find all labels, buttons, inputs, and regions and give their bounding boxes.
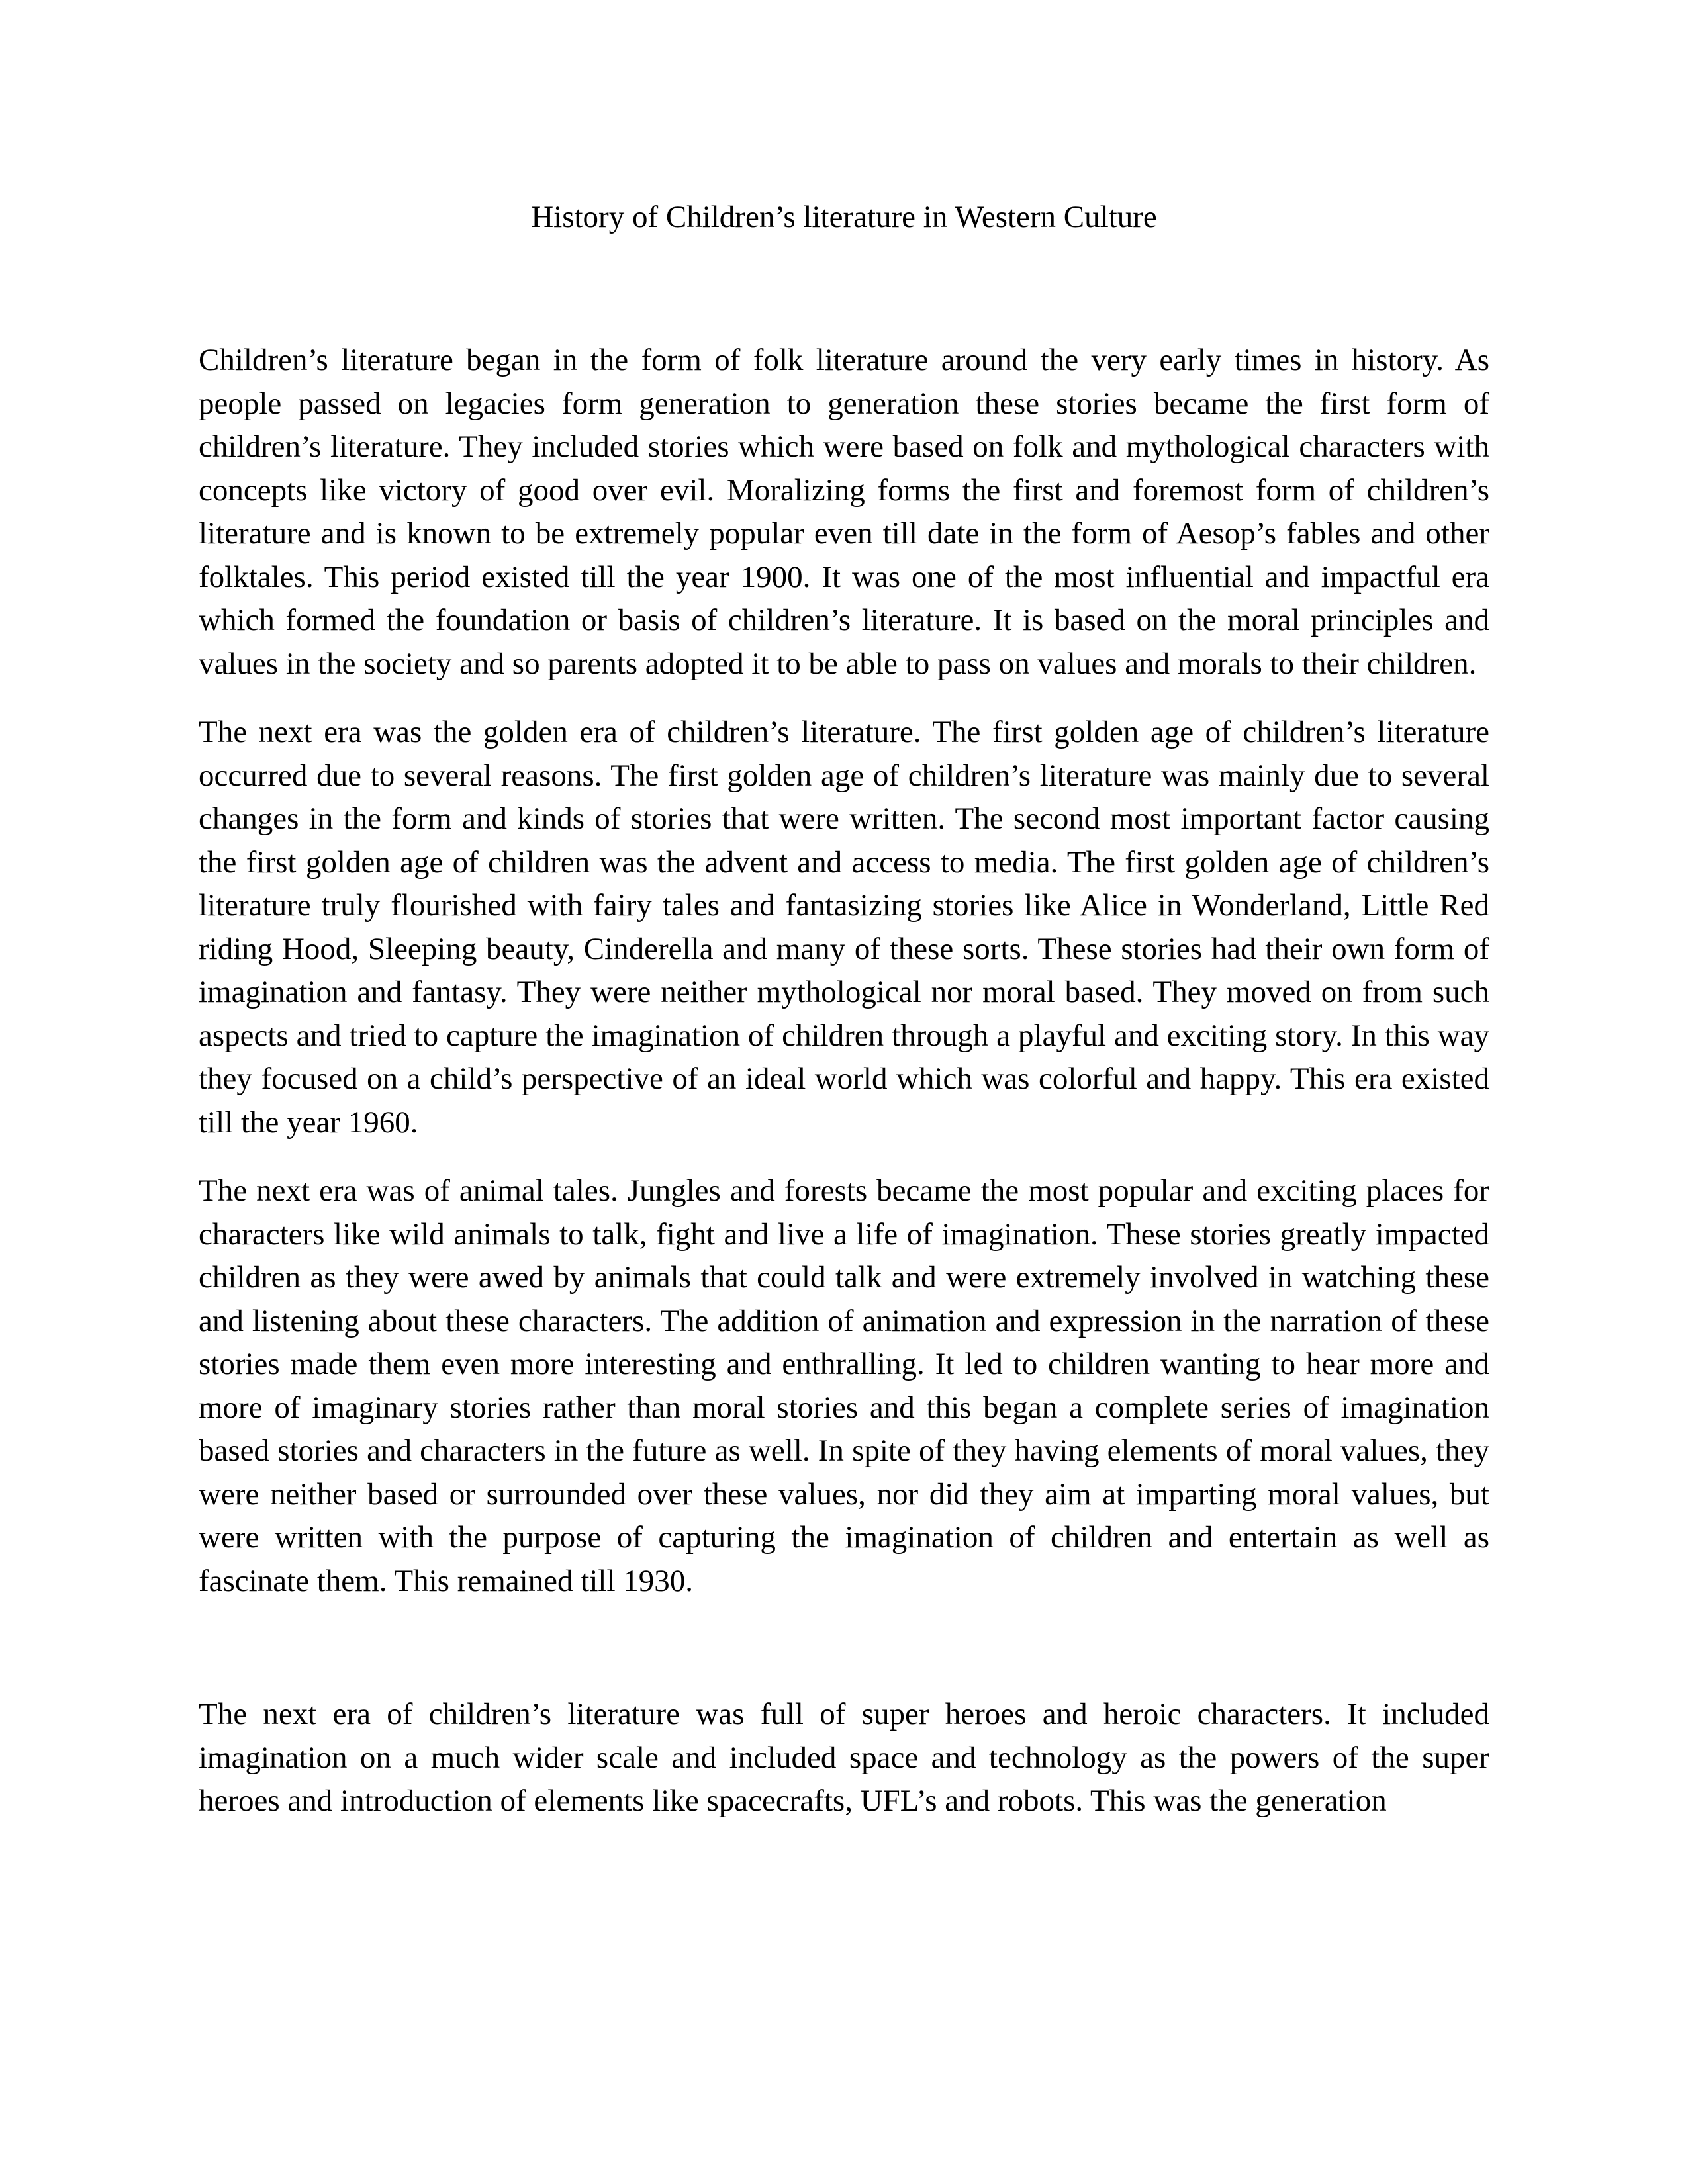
document-body: [199, 339, 1489, 1848]
paragraph-super-heroes: The next era of children’s literature was full of super heroes and heroic characters. It included imagination on a much wider scale and included space and technology as the powers of the super heroes and introduction of elements like spacecrafts, UFL’s and robots. This was the generation: [199, 1697, 1489, 1818]
paragraph-golden-era: The next era was the golden era of children’s literature. The first golden age of children’s literature occurred due to several reasons. The first golden age of children’s literature was mainly due to several changes in the form and kinds of stories that were written. The second most important factor causing the first golden age of children was the advent and access to media. The first golden age of children’s literature truly flourished with fairy tales and fantasizing stories like Alice in Wonderland, Little Red riding Hood, Sleeping beauty, Cinderella and many of these sorts. These stories had their own form of imagination and fantasy. They were neither mythological nor moral based. They moved on from such aspects and tried to capture the imagination of children through a playful and exciting story. In this way they focused on a child’s perspective of an ideal world which was colorful and happy. This era existed till the year 1960.: [199, 715, 1489, 1140]
document-title: History of Children’s literature in Western Culture: [531, 200, 1157, 234]
paragraph-folk-literature: Children’s literature began in the form of folk literature around the very early times in history. As people passed on legacies form generation to generation these stories became the first form of children’s literature. They included stories which were based on folk and mythological characters with concepts like victory of good over evil. Moralizing forms the first and foremost form of children’s literature and is known to be extremely popular even till date in the form of Aesop’s fables and other folktales. This period existed till the year 1900. It was one of the most influential and impactful era which formed the foundation or basis of children’s literature. It is based on the moral principles and values in the society and so parents adopted it to be able to pass on values and morals to their children.: [199, 343, 1489, 681]
paragraph-animal-tales: The next era was of animal tales. Jungles and forests became the most popular and exciting places for characters like wild animals to talk, fight and live a life of imagination. These stories greatly impacted children as they were awed by animals that could talk and were extremely involved in watching these and listening about these characters. The addition of animation and expression in the narration of these stories made them even more interesting and enthralling. It led to children wanting to hear more and more of imaginary stories rather than moral stories and this began a complete series of imagination based stories and characters in the future as well. In spite of they having elements of moral values, they were neither based or surrounded over these values, nor did they aim at imparting moral values, but were written with the purpose of capturing the imagination of children and entertain as well as fascinate them. This remained till 1930.: [199, 1173, 1489, 1598]
